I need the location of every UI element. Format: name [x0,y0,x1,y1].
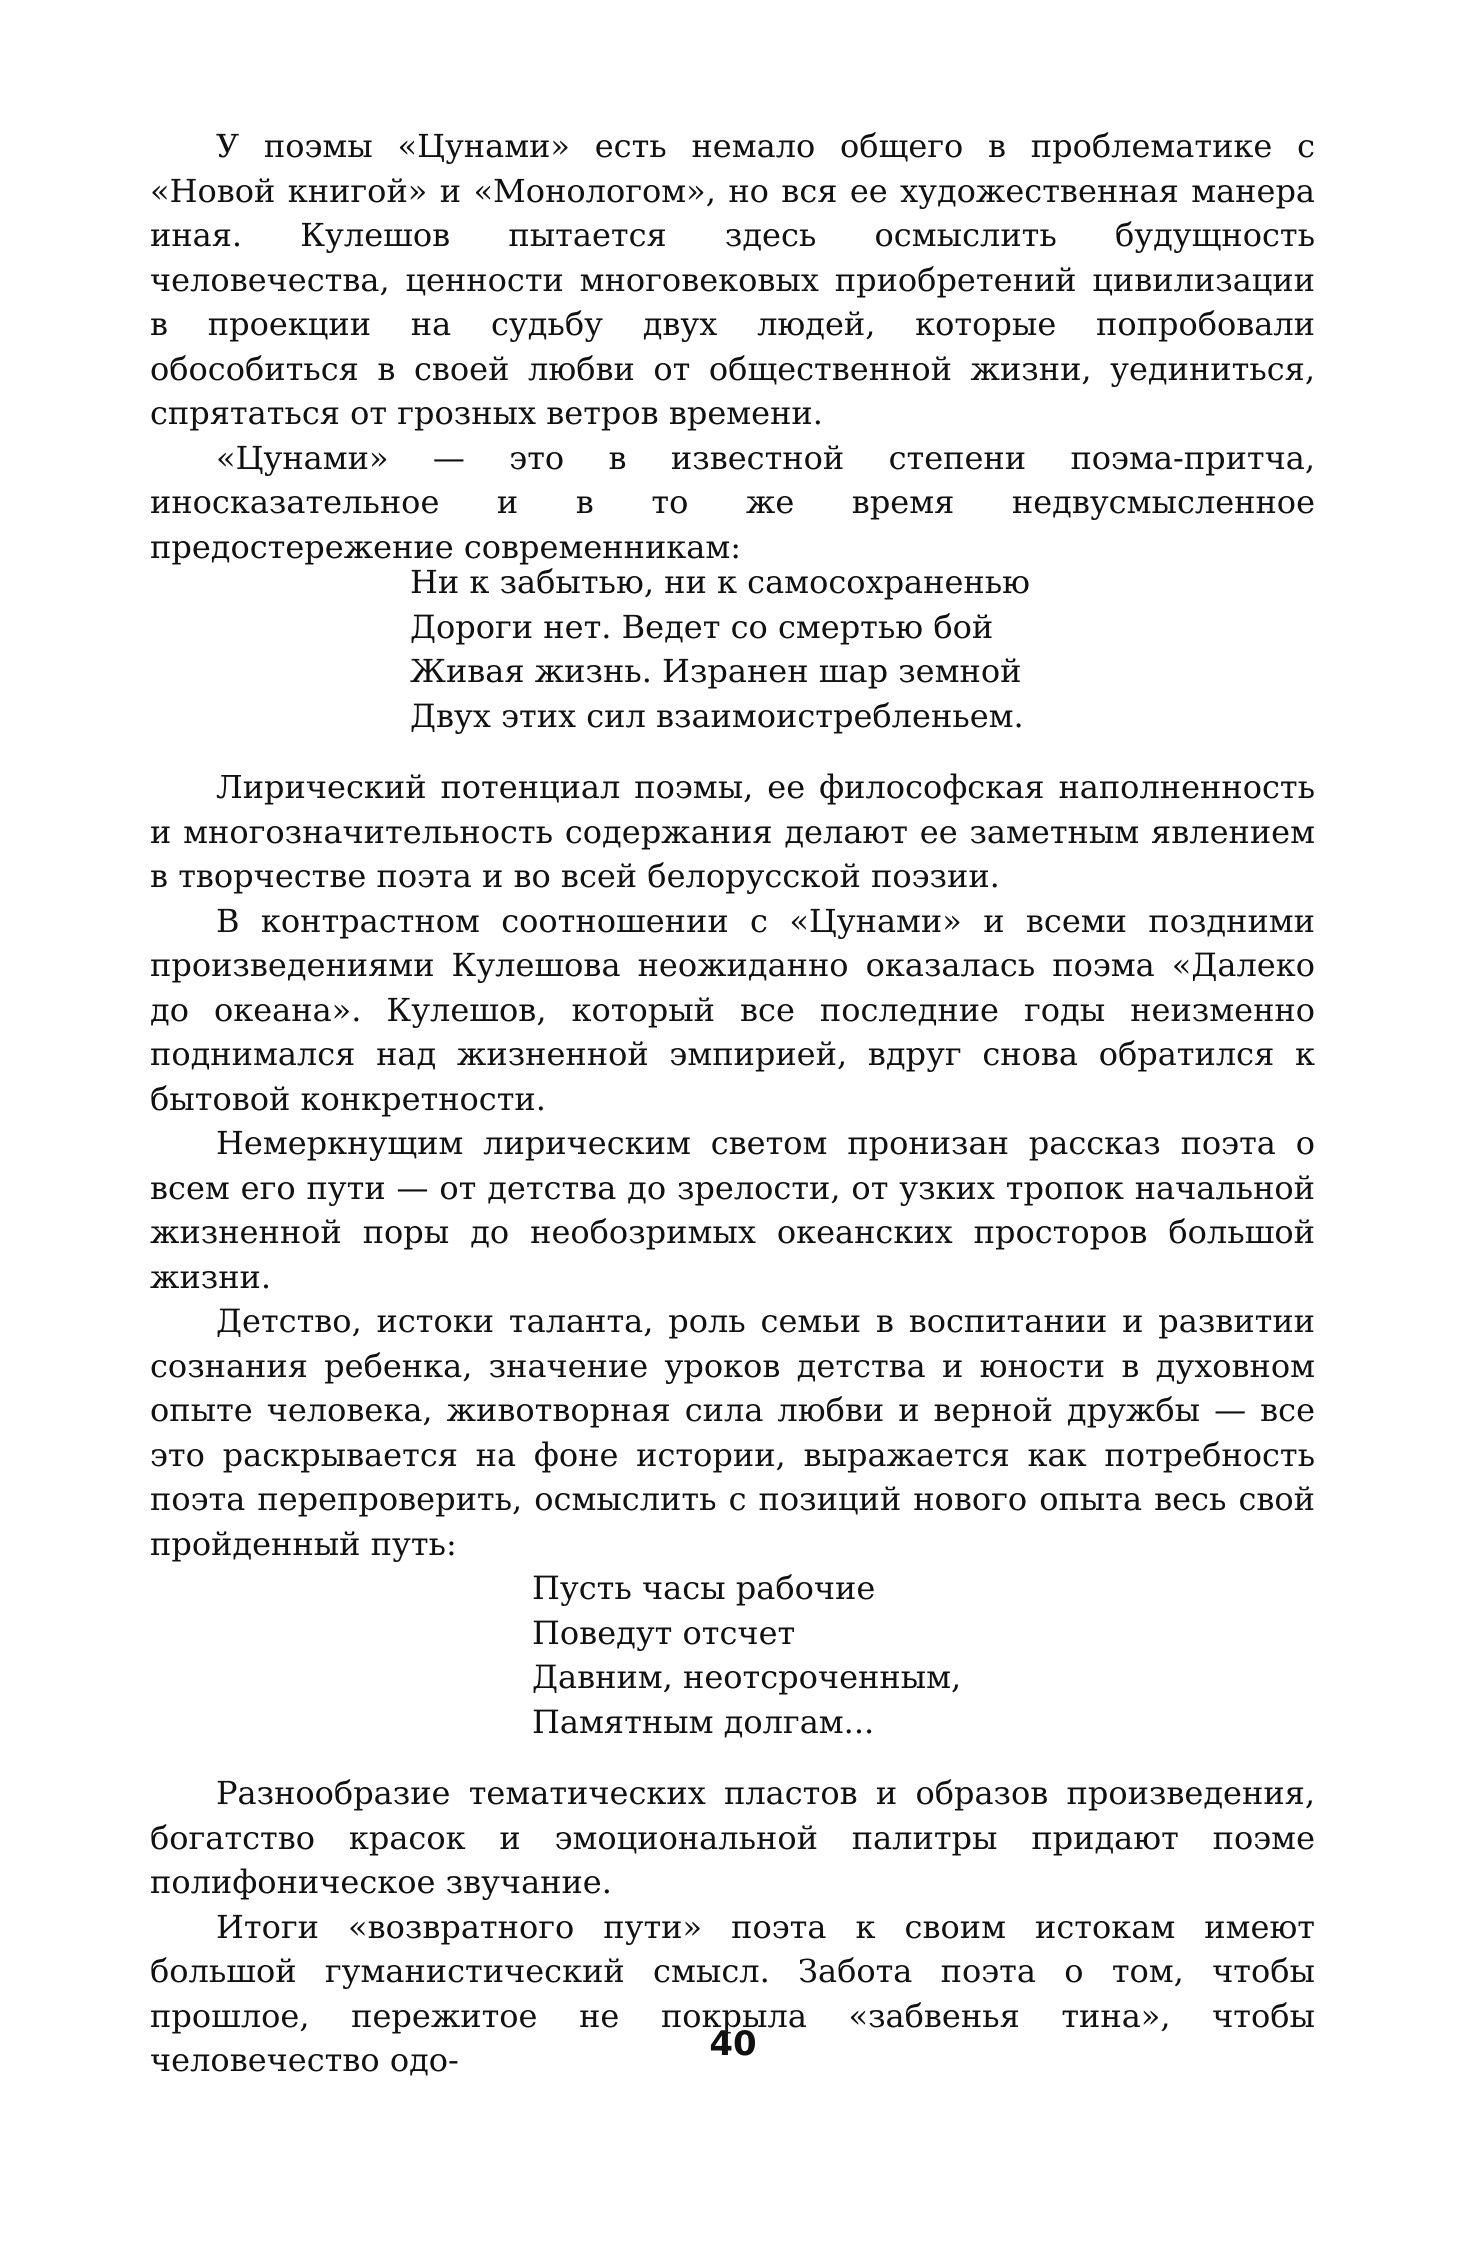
paragraph-lyrical-potential: Лирический потенциал поэмы, ее философская наполненность и многозначительность содержания делают ее заметным явлением в творчестве поэта и во всей белорусской поэзии. [150,768,1315,895]
verse-line: Живая жизнь. Изранен шар земной [410,652,1022,690]
verse-line: Ни к забытью, ни к самосохраненью [410,563,1030,601]
page-number: 40 [709,2024,757,2064]
paragraph-contrast: В контрастном соотношении с «Цунами» и всеми поздними произведениями Кулешова неожиданно оказалась поэма «Далеко до океана». Кулешов, который все последние годы неизменно поднимался над жизненной эмпирией, вдруг снова обратился к бытовой конкретности. [150,901,1315,1118]
paragraph-childhood: Детство, истоки таланта, роль семьи в воспитании и развитии сознания ребенка, значение уроков детства и юности в духовном опыте человека, животворная сила любви и верной дружбы — все это раскрывается на фоне истории, выражается как потребность поэта перепроверить, осмыслить с позиций нового опыта весь свой пройденный путь: [150,1302,1315,1563]
paragraph-return-path: Итоги «возвратного пути» поэта к своим истокам имеют большой гуманистический смысл. Забота поэта о том, чтобы прошлое, пережитое не покрыла «забвенья тина», чтобы человечество одо- [150,1907,1315,2079]
text-section-1 [150,124,1315,569]
paragraph-tsunami-parable: «Цунами» — это в известной степени поэма-притча, иносказательное и в то же время недвусмысленное предостережение современникам: [150,438,1315,566]
paragraph-unfading-light: Немеркнущим лирическим светом пронизан рассказ поэта о всем его пути — от детства до зрелости, от узких тропок начальной жизненной поры до необозримых океанских просторов большой жизни. [150,1124,1315,1296]
verse-quote-1 [410,560,1030,738]
verse-quote-2 [532,1566,961,1744]
verse-line: Пусть часы рабочие [532,1569,876,1607]
paragraph-tsunami-intro: У поэмы «Цунами» есть немало общего в проблематике с «Новой книгой» и «Монологом», но вся ее художественная манера иная. Кулешов пытается здесь осмыслить будущность человечества, ценности многовековых приобретений цивилизации в проекции на судьбу двух людей, которые попробовали обособиться в своей любви от общественной жизни, уединиться, спрятаться от грозных ветров времени. [150,127,1315,432]
paragraph-diversity: Разнообразие тематических пластов и образов произведения, богатство красок и эмоциональной палитры придают поэме полифоническое звучание. [150,1774,1315,1901]
verse-line: Поведут отсчет [532,1613,796,1652]
verse-line: Двух этих сил взаимоистребленьем. [410,696,1024,735]
verse-line: Давним, неотсроченным, [532,1658,962,1696]
verse-line: Дороги нет. Ведет со смертью бой [410,607,994,646]
text-section-2 [150,765,1315,1566]
verse-line: Памятным долгам... [532,1702,875,1741]
